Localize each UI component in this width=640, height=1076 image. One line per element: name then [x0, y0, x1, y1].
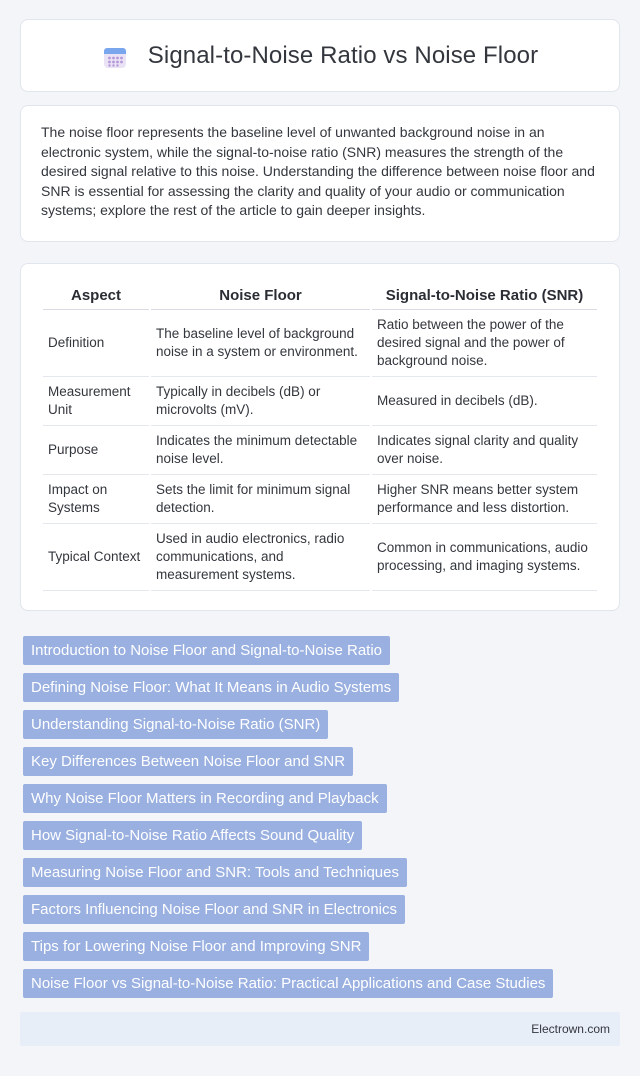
topic-link[interactable]: How Signal-to-Noise Ratio Affects Sound Quality	[23, 821, 362, 850]
table-row	[43, 475, 597, 524]
table-cell-noise-floor: Used in audio electronics, radio communications, and measurement systems.	[151, 524, 370, 591]
table-cell-noise-floor: The baseline level of background noise in a system or environment.	[151, 310, 370, 377]
calendar-icon	[102, 44, 128, 70]
table-cell-snr: Higher SNR means better system performance and less distortion.	[372, 475, 597, 524]
table-cell-noise-floor: Sets the limit for minimum signal detection.	[151, 475, 370, 524]
table-row	[43, 310, 597, 377]
footer	[20, 1012, 620, 1046]
topic-link[interactable]: Understanding Signal-to-Noise Ratio (SNR)	[23, 710, 328, 739]
topic-link[interactable]: Introduction to Noise Floor and Signal-to-Noise Ratio	[23, 636, 390, 665]
comparison-table	[41, 282, 599, 591]
intro-card	[20, 105, 620, 242]
header-card	[20, 19, 620, 92]
table-header-cell: Signal-to-Noise Ratio (SNR)	[372, 282, 597, 310]
table-cell-aspect: Definition	[43, 310, 149, 377]
footer-site-name: Electrown.com	[531, 1022, 610, 1036]
header-inner	[102, 42, 538, 70]
topic-link[interactable]: Defining Noise Floor: What It Means in Audio Systems	[23, 673, 399, 702]
table-cell-snr: Ratio between the power of the desired signal and the power of background noise.	[372, 310, 597, 377]
table-header-cell: Aspect	[43, 282, 149, 310]
topic-link[interactable]: Key Differences Between Noise Floor and SNR	[23, 747, 353, 776]
table-cell-aspect: Typical Context	[43, 524, 149, 591]
table-row	[43, 524, 597, 591]
table-cell-aspect: Measurement Unit	[43, 377, 149, 426]
table-cell-snr: Measured in decibels (dB).	[372, 377, 597, 426]
table-row	[43, 377, 597, 426]
table-cell-aspect: Purpose	[43, 426, 149, 475]
topic-link[interactable]: Factors Influencing Noise Floor and SNR in Electronics	[23, 895, 405, 924]
page-title: Signal-to-Noise Ratio vs Noise Floor	[147, 41, 539, 69]
table-header-cell: Noise Floor	[151, 282, 370, 310]
intro-paragraph: The noise floor represents the baseline level of unwanted background noise in an electronic system, while the signal-to-noise ratio (SNR) measures the strength of the desired signal relative to this noise. Understanding the difference between noise floor and SNR is essential for assessing the clarity and quality of your audio or communication systems; explore the rest of the article to gain deeper insights.	[41, 124, 595, 218]
comparison-table-card	[20, 263, 620, 611]
topic-link[interactable]: Why Noise Floor Matters in Recording and Playback	[23, 784, 387, 813]
table-header-row	[43, 282, 597, 310]
table-cell-snr: Indicates signal clarity and quality over noise.	[372, 426, 597, 475]
table-cell-snr: Common in communications, audio processing, and imaging systems.	[372, 524, 597, 591]
topic-link[interactable]: Measuring Noise Floor and SNR: Tools and Techniques	[23, 858, 407, 887]
table-cell-noise-floor: Typically in decibels (dB) or microvolts (mV).	[151, 377, 370, 426]
table-cell-aspect: Impact on Systems	[43, 475, 149, 524]
table-cell-noise-floor: Indicates the minimum detectable noise level.	[151, 426, 370, 475]
topic-link[interactable]: Tips for Lowering Noise Floor and Improving SNR	[23, 932, 369, 961]
topic-link[interactable]: Noise Floor vs Signal-to-Noise Ratio: Practical Applications and Case Studies	[23, 969, 553, 998]
table-row	[43, 426, 597, 475]
